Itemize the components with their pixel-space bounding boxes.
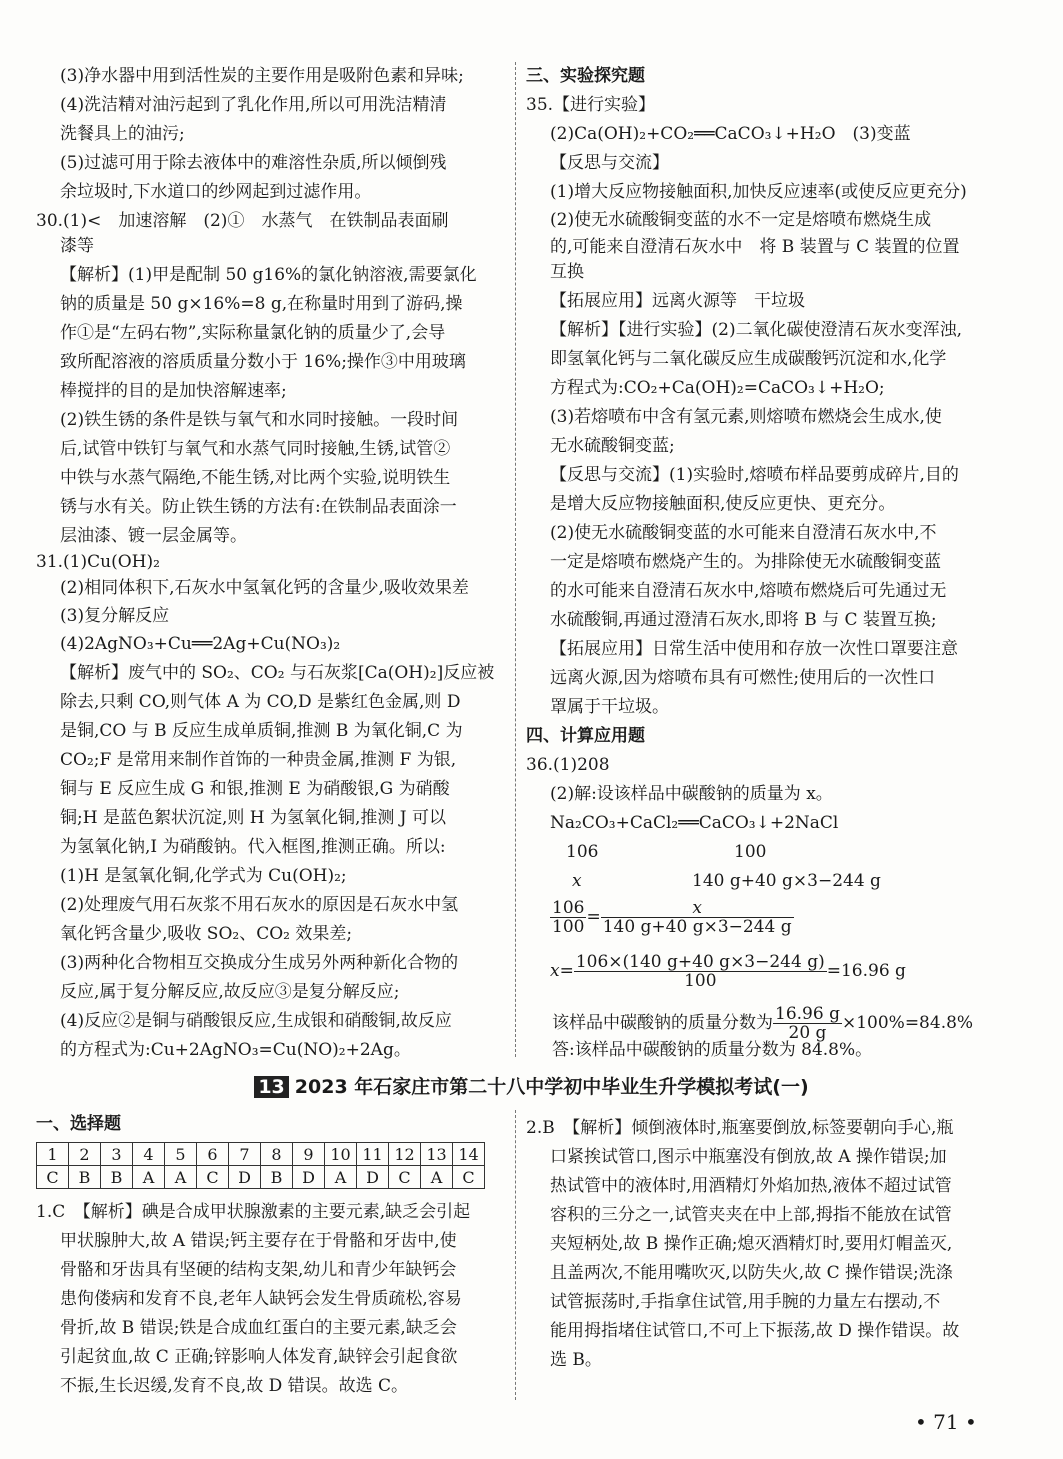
right-line: 的水可能来自澄清石灰水中,熔喷布燃烧后可先通过无 [550,581,947,601]
question-number: 13 [421,1143,453,1166]
left-line: 层油漆、镀一层金属等。 [60,526,247,546]
right-line: (2)使无水硫酸铜变蓝的水不一定是熔喷布燃烧生成 [550,210,932,230]
right-bottom-line: 能用拇指堵住试管口,不可上下振荡,故 D 操作错误。故 [550,1321,960,1341]
fraction-den: 20 g [788,1023,827,1043]
left-line: 反应,属于复分解反应,故反应③是复分解反应; [60,982,400,1002]
unknown-x: x [572,871,582,891]
answer-letter: D [357,1166,389,1189]
solve-den: 100 [684,971,717,991]
left-line: (3)两种化合物相互交换成分生成另外两种新化合物的 [60,953,459,973]
right-line: 【反思与交流】(1)实验时,熔喷布样品要剪成碎片,目的 [550,465,959,485]
right-line: 远离火源,因为熔喷布具有可燃性;使用后的一次性口 [550,668,936,688]
right-line: (2)使无水硫酸铜变蓝的水可能来自澄清石灰水中,不 [550,523,937,543]
q1-explanation: 1.C 【解析】碘是合成甲状腺激素的主要元素,缺乏会引起 [36,1202,471,1222]
molar-mass-1: 106 [566,842,599,862]
right-line: 一定是熔喷布燃烧产生的。为排除使无水硫酸铜变蓝 [550,552,941,572]
fraction-prefix: 该样品中碳酸钠的质量分数为 [552,1013,773,1033]
left-line: (1)H 是氢氧化铜,化学式为 Cu(OH)₂; [60,866,347,886]
right-line: (3)若熔喷布中含有氢元素,则熔喷布燃烧会生成水,使 [550,407,942,427]
left-line: 棒搅拌的目的是加快溶解速率; [60,381,287,401]
left-line: 氧化钙含量少,吸收 SO₂、CO₂ 效果差; [60,924,353,944]
question-number: 2 [69,1143,101,1166]
left-line: (2)处理废气用石灰浆不用石灰水的原因是石灰水中氢 [60,895,459,915]
solve-prefix: x= [550,961,574,981]
answer-letter: D [293,1166,325,1189]
right-line: 无水硫酸铜变蓝; [550,436,675,456]
answer-letter: C [453,1166,485,1189]
ratio-equation: $\frac{106}{100}$ = $\frac{x}{140 g+40 g\times 3-244 g}$ [552,898,792,937]
left-line: 的方程式为:Cu+2AgNO₃=Cu(NO)₂+2Ag。 [60,1040,411,1060]
right-bottom-line: 热试管中的液体时,用酒精灯外焰加热,液体不超过试管 [550,1176,952,1196]
left-bottom-line: 骨折,故 B 错误;铁是合成血红蛋白的主要元素,缺乏会 [60,1318,457,1338]
exam-section-title [0,1072,1063,1099]
right-bottom-line: 且盖两次,不能用嘴吹灭,以防失火,故 C 操作错误;洗涤 [550,1263,953,1283]
molar-mass-2: 100 [734,842,767,862]
question-number: 11 [357,1143,389,1166]
section-title-text: 2023 年石家庄市第二十八中学初中毕业生升学模拟考试(一) [294,1076,809,1098]
left-line: 中铁与水蒸气隔绝,不能生锈,对比两个实验,说明铁生 [60,468,451,488]
section-heading-calculation: 四、计算应用题 [526,726,645,746]
left-line: 作①是“左码右物”,实际称量氯化钠的质量少了,会导 [60,323,446,343]
right-line: 互换 [550,262,584,282]
ratio-rhs-num: x [601,899,794,918]
right-line: 水硫酸铜,再通过澄清石灰水,即将 B 与 C 装置互换; [550,610,937,630]
solve-result: =16.96 g [826,961,906,981]
q31-analysis: 【解析】废气中的 SO₂、CO₂ 与石灰浆[Ca(OH)₂]反应被 [60,663,495,683]
left-bottom-line: 引起贫血,故 C 正确;锌影响人体发育,缺锌会引起食欲 [60,1347,458,1367]
question-number: 7 [229,1143,261,1166]
section-number-badge: 13 [254,1076,288,1098]
left-line: 锈与水有关。防止铁生锈的方法有:在铁制品表面涂一 [60,497,457,517]
question-number: 10 [325,1143,357,1166]
question-number: 8 [261,1143,293,1166]
q30-answer: 30.(1)< 加速溶解 (2)① 水蒸气 在铁制品表面刷 [36,211,449,231]
left-line: 是铜,CO 与 B 反应生成单质铜,推测 B 为氧化铜,C 为 [60,721,463,741]
section-heading-experiment: 三、实验探究题 [526,66,645,86]
right-line: 即氢氧化钙与二氧化碳反应生成碳酸钙沉淀和水,化学 [550,349,947,369]
question-number: 4 [133,1143,165,1166]
column-divider-bottom [515,1110,516,1400]
q2-explanation: 2.B 【解析】倾倒液体时,瓶塞要倒放,标签要朝向手心,瓶 [526,1118,954,1138]
answer-letter: C [197,1166,229,1189]
left-line: 铜;H 是蓝色絮状沉淀,则 H 为氢氧化铜,推测 J 可以 [60,808,447,828]
right-line: (1)增大反应物接触面积,加快反应速率(或使反应更充分) [550,182,967,202]
left-line: (4)2AgNO₃+Cu══2Ag+Cu(NO₃)₂ [60,634,341,654]
left-line: (3)复分解反应 [60,606,170,626]
solve-equation [550,953,906,990]
question-number: 3 [101,1143,133,1166]
reaction-equation: Na₂CO₃+CaCl₂══CaCO₃↓+2NaCl [550,813,839,833]
answer-table-numbers [37,1143,485,1166]
right-bottom-line: 容积的三分之一,试管夹夹在中上部,拇指不能放在试管 [550,1205,952,1225]
right-bottom-line: 试管振荡时,手指拿住试管,用手腕的力量左右摆动,不 [550,1292,941,1312]
left-line: (3)净水器中用到活性炭的主要作用是吸附色素和异味; [60,66,464,86]
right-bottom-line: 选 B。 [550,1350,602,1370]
answer-letter: A [325,1166,357,1189]
q35-heading: 35.【进行实验】 [526,95,656,115]
left-line: 后,试管中铁钉与氧气和水蒸气同时接触,生锈,试管② [60,439,451,459]
left-bottom-line: 患佝偻病和发育不良,老年人缺钙会发生骨质疏松,容易 [60,1289,462,1309]
answer-letter: C [37,1166,69,1189]
q31-answer: 31.(1)Cu(OH)₂ [36,552,160,572]
q35-analysis: 【解析】【进行实验】(2)二氧化碳使澄清石灰水变浑浊, [550,320,962,340]
left-line: 洗餐具上的油污; [60,124,185,144]
right-line: 方程式为:CO₂+Ca(OH)₂=CaCO₃↓+H₂O; [550,378,885,398]
ratio-rhs-den: 140 g+40 g×3−244 g [602,917,792,937]
right-line: 【拓展应用】日常生活中使用和存放一次性口罩要注意 [550,639,958,659]
right-line: 【拓展应用】远离火源等 干垃圾 [550,291,805,311]
fraction-suffix: ×100%=84.8% [841,1013,974,1033]
right-line: (2)Ca(OH)₂+CO₂══CaCO₃↓+H₂O (3)变蓝 [550,124,911,144]
question-number: 12 [389,1143,421,1166]
left-line: (4)反应②是铜与硝酸银反应,生成银和硝酸铜,故反应 [60,1011,452,1031]
precipitate-mass: 140 g+40 g×3−244 g [692,871,881,891]
right-bottom-line: 夹短柄处,故 B 操作正确;熄灭酒精灯时,要用灯帽盖灭, [550,1234,953,1254]
ratio-lhs-den: 100 [552,917,585,937]
question-number: 9 [293,1143,325,1166]
answer-letter: C [389,1166,421,1189]
right-line: 【反思与交流】 [550,153,669,173]
right-line: 罩属于干垃圾。 [550,697,669,717]
answer-letter: A [421,1166,453,1189]
left-line: CO₂;F 是常用来制作首饰的一种贵金属,推测 F 为银, [60,750,457,770]
left-bottom-line: 不振,生长迟缓,发育不良,故 D 错误。故选 C。 [60,1376,409,1396]
left-line: 铜与 E 反应生成 G 和银,推测 E 为硝酸银,G 为硝酸 [60,779,450,799]
column-divider-top [515,62,516,1057]
answer-letter: D [229,1166,261,1189]
answer-letter: B [69,1166,101,1189]
left-line: (5)过滤可用于除去液体中的难溶性杂质,所以倾倒残 [60,153,447,173]
answer-table [36,1142,485,1189]
left-line: (4)洗洁精对油污起到了乳化作用,所以可用洗洁精清 [60,95,447,115]
answer-letter: B [261,1166,293,1189]
left-line: 致所配溶液的溶质质量分数小于 16%;操作③中用玻璃 [60,352,466,372]
right-bottom-line: 口紧挨试管口,图示中瓶塞没有倒放,故 A 操作错误;加 [550,1147,947,1167]
q36-part1: 36.(1)208 [526,755,610,775]
left-line: (2)铁生锈的条件是铁与氧气和水同时接触。一段时间 [60,410,459,430]
question-number: 1 [37,1143,69,1166]
left-line: 钠的质量是 50 g×16%=8 g,在称量时用到了游码,操 [60,294,463,314]
mass-fraction [552,1005,973,1042]
q30-analysis: 【解析】(1)甲是配制 50 g16%的氯化钠溶液,需要氯化 [60,265,477,285]
answer-letter: B [101,1166,133,1189]
right-line: 的,可能来自澄清石灰水中 将 B 装置与 C 装置的位置 [550,237,960,257]
left-bottom-line: 骨骼和牙齿具有坚硬的结构支架,幼儿和青少年缺钙会 [60,1260,457,1280]
question-number: 6 [197,1143,229,1166]
final-answer: 答:该样品中碳酸钠的质量分数为 84.8%。 [552,1040,873,1060]
left-line: 除去,只剩 CO,则气体 A 为 CO,D 是紫红色金属,则 D [60,692,461,712]
left-bottom-line: 甲状腺肿大,故 A 错误;钙主要存在于骨骼和牙齿中,使 [60,1231,457,1251]
right-line: (2)解:设该样品中碳酸钠的质量为 x。 [550,784,833,804]
left-line: 漆等 [60,236,94,256]
answer-letter: A [133,1166,165,1189]
question-number: 5 [165,1143,197,1166]
left-line: (2)相同体积下,石灰水中氢氧化钙的含量少,吸收效果差 [60,578,469,598]
answer-letter: A [165,1166,197,1189]
answer-table-answers [37,1166,485,1189]
ratio-lhs-num: 106 [552,898,585,918]
question-number: 14 [453,1143,485,1166]
right-line: 是增大反应物接触面积,使反应更快、更充分。 [550,494,896,514]
choice-heading: 一、选择题 [36,1114,121,1134]
fraction-num: 16.96 g [775,1004,840,1024]
solve-num: 106×(140 g+40 g×3−244 g) [575,952,825,972]
left-line: 为氢氧化钠,I 为硝酸钠。代入框图,推测正确。所以: [60,837,446,857]
left-line: 余垃圾时,下水道口的纱网起到过滤作用。 [60,182,372,202]
page-number: • 71 • [915,1410,977,1434]
